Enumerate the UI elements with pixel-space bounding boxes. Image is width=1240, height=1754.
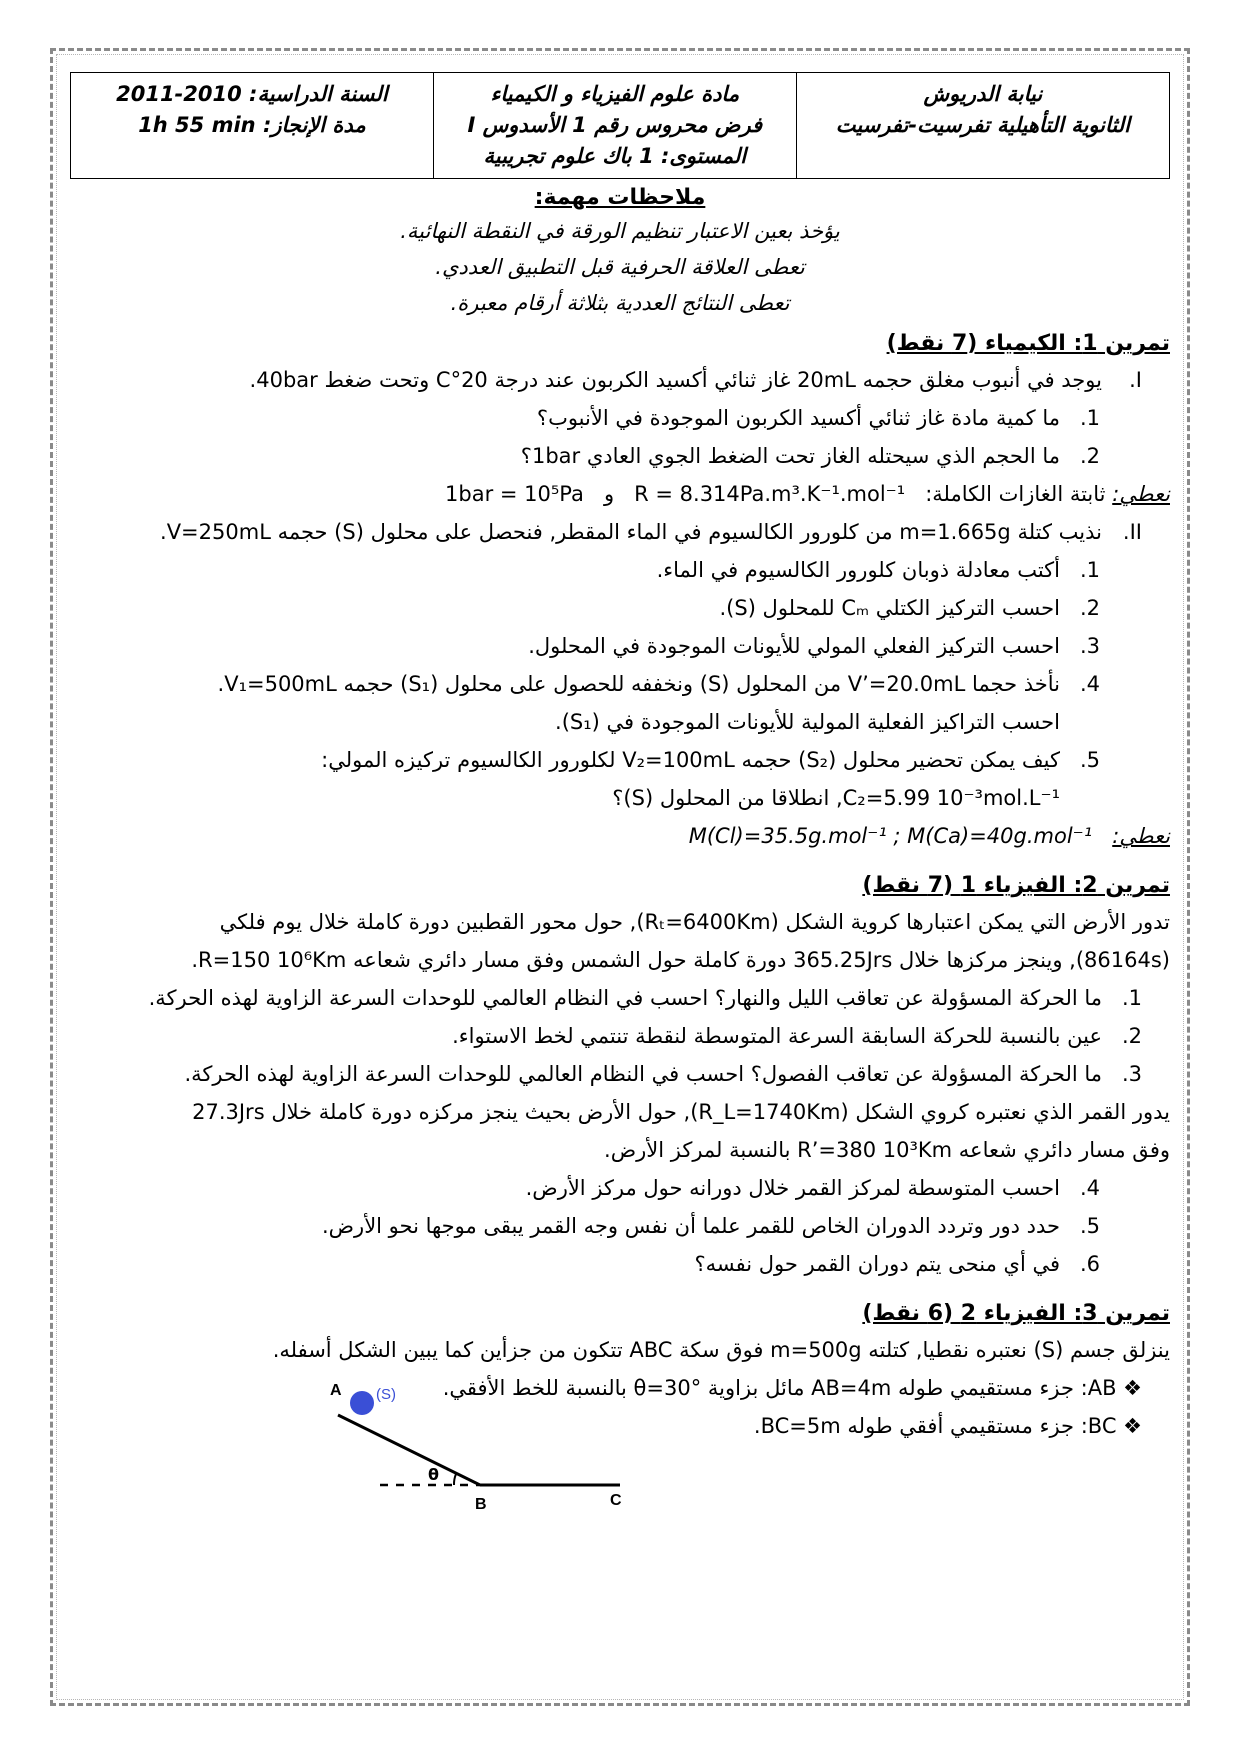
- question: [70, 551, 1170, 589]
- label-b: B: [475, 1496, 487, 1513]
- school-name: الثانوية التأهيلية تفرسيت-تفرسيت: [835, 113, 1130, 137]
- label-s: (S): [376, 1386, 396, 1403]
- question: [70, 1017, 1170, 1055]
- question-text: حدد دور وتردد الدوران الخاص للقمر علما أن نفس وجه القمر يبقى موجها نحو الأرض.: [321, 1214, 1060, 1238]
- header-year: [71, 73, 434, 179]
- part-text: نذيب كتلة m=1.665g من كلورور الكالسيوم في الماء المقطر, فنحصل على محلول (S) حجمه V=250mL.: [160, 520, 1102, 544]
- question: [70, 627, 1170, 665]
- question: [70, 979, 1170, 1017]
- question-text: في أي منحى يتم دوران القمر حول نفسه؟: [694, 1252, 1060, 1276]
- year-value: 2011-2010: [116, 82, 242, 106]
- part-number: II.: [1122, 520, 1142, 544]
- question-number: 2.: [1079, 596, 1100, 620]
- exercise-2-intro: (86164s), وينجز مركزها خلال 365.25Jrs دورة كاملة حول الشمس وفق مسار دائري شعاعه R=150 10⁶Km.: [191, 948, 1170, 972]
- question-text: ما الحركة المسؤولة عن تعاقب الليل والنهار؟ احسب في النظام العالمي للوحدات السرعة الزاوية لهذه الحركة.: [148, 986, 1102, 1010]
- moon-intro: يدور القمر الذي نعتبره كروي الشكل (R_L=1740Km), حول الأرض بحيث ينجز مركزه دورة كاملة خلال 27.3Jrs: [192, 1100, 1170, 1124]
- exercise-2-title: تمرين 2: الفيزياء 1 (7 نقط): [862, 873, 1170, 898]
- given-constants: [70, 475, 1170, 513]
- year-label: السنة الدراسية:: [249, 82, 388, 106]
- question-number: 1.: [1121, 986, 1142, 1010]
- given-label: نعطي:: [1112, 824, 1170, 848]
- track-figure: [330, 1382, 710, 1545]
- exam-name: فرض محروس رقم 1 الأسدوس I: [467, 113, 763, 137]
- given-r: R = 8.314Pa.m³.K⁻¹.mol⁻¹: [634, 482, 906, 506]
- given-text: M(Cl)=35.5g.mol⁻¹ ; M(Ca)=40g.mol⁻¹: [688, 824, 1093, 848]
- part-2-statement: [70, 513, 1170, 551]
- question: 1.ما كمية مادة غاز ثنائي أكسيد الكربون الموجودة في الأنبوب؟: [536, 406, 1100, 430]
- bullet-text: BC: جزء مستقيمي أفقي طوله BC=5m.: [753, 1414, 1117, 1438]
- duration-value: 1h 55 min: [138, 113, 256, 137]
- question-continuation: احسب التراكيز الفعلية المولية للأيونات الموجودة في (S₁).: [555, 710, 1060, 734]
- duration-label: مدة الإنجاز:: [262, 113, 366, 137]
- question-number: 5.: [1079, 1214, 1100, 1238]
- given-label: نعطي:: [1112, 482, 1170, 506]
- angle-arc: [454, 1474, 456, 1485]
- part-1-statement: [70, 361, 1170, 399]
- exercise-2-intro: تدور الأرض التي يمكن اعتبارها كروية الشكل (Rₜ=6400Km), حول محور القطبين دورة كاملة خلال يوم فلكي: [219, 910, 1170, 934]
- track-ab: [338, 1415, 480, 1485]
- exercise-1-title: تمرين 1: الكيمياء (7 نقط): [886, 331, 1170, 356]
- question: [70, 1245, 1170, 1283]
- given-bar: 1bar = 10⁵Pa: [445, 482, 584, 506]
- notes-title: ملاحظات مهمة:: [534, 185, 706, 210]
- moon-intro: وفق مسار دائري شعاعه R’=380 10³Km بالنسبة لمركز الأرض.: [604, 1138, 1170, 1162]
- note-item: تعطى النتائج العددية بثلاثة أرقام معبرة.: [450, 291, 790, 315]
- subject-name: مادة علوم الفيزياء و الكيمياء: [490, 82, 740, 106]
- question-text: احسب التركيز الفعلي المولي للأيونات الموجودة في المحلول.: [528, 634, 1060, 658]
- label-c: C: [610, 1492, 622, 1509]
- question-number: 1.: [1079, 558, 1100, 582]
- label-a: A: [330, 1382, 342, 1399]
- exercise-3-intro: ينزلق جسم (S) نعتبره نقطيا, كتلته m=500g فوق سكة ABC تتكون من جزأين كما يبين الشكل أسفله.: [272, 1338, 1170, 1362]
- question: [70, 1207, 1170, 1245]
- question-text: ما الحركة المسؤولة عن تعاقب الفصول؟ احسب في النظام العالمي للوحدات السرعة الزاوية لهذه الحركة.: [184, 1062, 1102, 1086]
- question-text: احسب التركيز الكتلي Cₘ للمحلول (S).: [719, 596, 1060, 620]
- label-theta: θ: [428, 1465, 439, 1484]
- question-number: 3.: [1121, 1062, 1142, 1086]
- note-item: تعطى العلاقة الحرفية قبل التطبيق العددي.: [435, 255, 805, 279]
- question: [70, 1055, 1170, 1093]
- directorate-name: نيابة الدريوش: [923, 82, 1043, 106]
- question-number: 6.: [1079, 1252, 1100, 1276]
- question-number: 4.: [1079, 672, 1100, 696]
- question-text: عين بالنسبة للحركة السابقة السرعة المتوسطة لنقطة تنتمي لخط الاستواء.: [452, 1024, 1102, 1048]
- bullet-icon: ❖: [1116, 1376, 1142, 1400]
- question-text: ما الحجم الذي سيحتله الغاز تحت الضغط الجوي العادي 1bar؟: [520, 444, 1060, 468]
- question-continuation: C₂=5.99 10⁻³mol.L⁻¹, انطلاقا من المحلول (S)؟: [612, 786, 1060, 810]
- given-molar-masses: [70, 817, 1170, 855]
- header-table: [70, 72, 1170, 179]
- given-and: و: [603, 482, 615, 506]
- duration: [81, 110, 423, 141]
- question: [70, 589, 1170, 627]
- header-school: [796, 73, 1169, 179]
- note-item: يؤخذ بعين الاعتبار تنظيم الورقة في النقطة النهائية.: [400, 219, 840, 243]
- question-text: نأخذ حجما V’=20.0mL من المحلول (S) ونخففه للحصول على محلول (S₁) حجمه V₁=500mL.: [217, 672, 1060, 696]
- question-text: احسب المتوسطة لمركز القمر خلال دورانه حول مركز الأرض.: [525, 1176, 1060, 1200]
- question-number: 4.: [1079, 1176, 1100, 1200]
- part-text: يوجد في أنبوب مغلق حجمه 20mL غاز ثنائي أكسيد الكربون عند درجة 20°C وتحت ضغط 40bar.: [249, 368, 1102, 392]
- question-number: 2.: [1121, 1024, 1142, 1048]
- question: 2.ما الحجم الذي سيحتله الغاز تحت الضغط الجوي العادي 1bar؟: [520, 444, 1100, 468]
- part-number: I.: [1129, 368, 1142, 392]
- question: [70, 1169, 1170, 1207]
- question-text: ما كمية مادة غاز ثنائي أكسيد الكربون الموجودة في الأنبوب؟: [536, 406, 1060, 430]
- header-subject: [433, 73, 796, 179]
- bullet-text: AB: جزء مستقيمي طوله AB=4m مائل بزاوية θ=30° بالنسبة للخط الأفقي.: [442, 1376, 1117, 1400]
- question-number: 3.: [1079, 634, 1100, 658]
- question: [70, 665, 1170, 703]
- question-text: أكتب معادلة ذوبان كلورور الكالسيوم في الماء.: [656, 558, 1060, 582]
- level-name: المستوى: 1 باك علوم تجريبية: [483, 144, 747, 168]
- question-text: كيف يمكن تحضير محلول (S₂) حجمه V₂=100mL لكلورور الكالسيوم تركيزه المولي:: [321, 748, 1060, 772]
- school-year: [81, 79, 423, 110]
- question-number: 5.: [1079, 748, 1100, 772]
- given-text: ثابتة الغازات الكاملة:: [925, 482, 1106, 506]
- exercise-3-title: تمرين 3: الفيزياء 2 (6 نقط): [862, 1301, 1170, 1326]
- question: [70, 741, 1170, 779]
- bullet-icon: ❖: [1116, 1414, 1142, 1438]
- body-s: [350, 1391, 374, 1415]
